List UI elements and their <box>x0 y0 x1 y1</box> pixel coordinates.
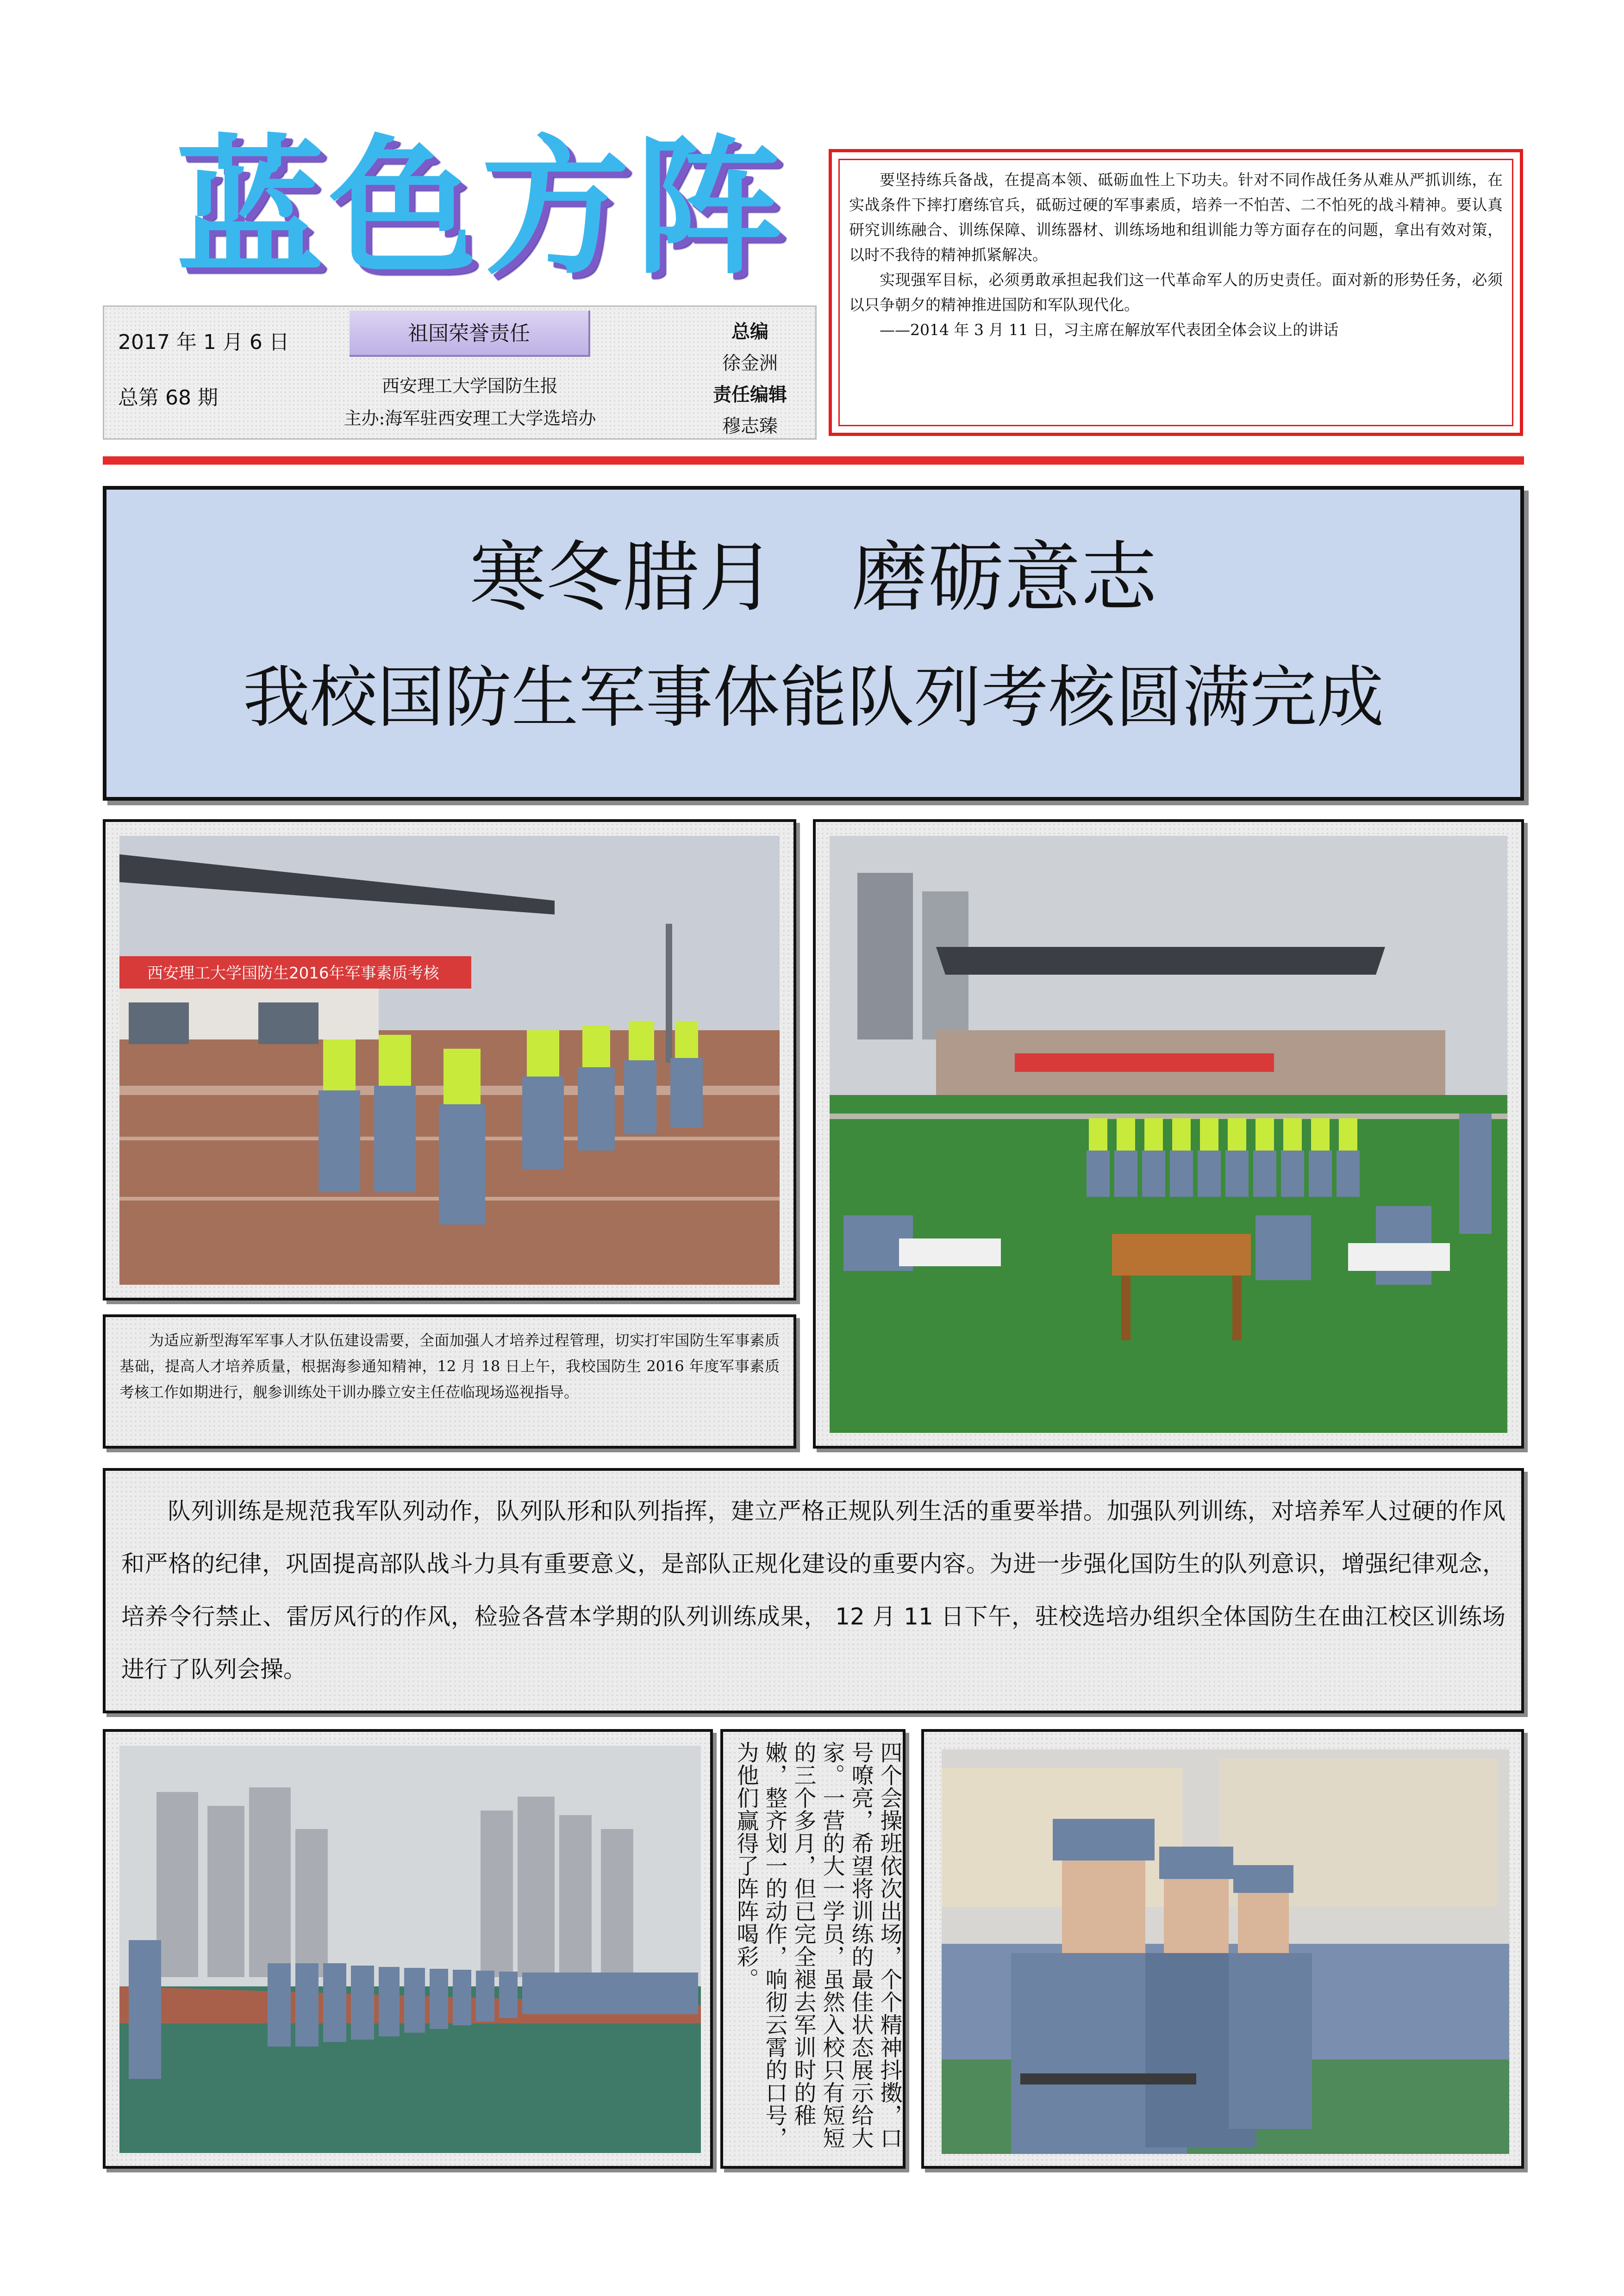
responsible-editor-label: 责任编辑 <box>713 384 787 405</box>
photo-frame-running <box>103 819 796 1300</box>
cadet-closeup-image <box>942 1749 1509 2154</box>
issue-info-box <box>103 305 817 440</box>
quote-signature: ——2014 年 3 月 11 日，习主席在解放军代表团全体会议上的讲话 <box>880 321 1339 339</box>
photo-marching-formation <box>119 1746 701 2153</box>
responsible-editor-name: 穆志臻 <box>722 416 778 437</box>
stadium-banner-text: 西安理工大学国防生2016年军事素质考核 <box>147 964 439 983</box>
chief-editor-label: 总编 <box>731 321 768 342</box>
masthead-title: 蓝色方阵 <box>176 122 787 294</box>
photo-caption-text: 为适应新型海军军事人才队伍建设需要，全面加强人才培养过程管理，切实打牢国防生军事素质基础，提高人才培养质量，根据海参通知精神，12 月 18 日上午，我校国防生 2016 年度军事素质考核工作如期进行，舰参训练处干训办滕立安主任莅临现场巡视指导。 <box>119 1332 780 1401</box>
photo-frame-closeup <box>921 1729 1524 2169</box>
running-cadets-image <box>119 836 780 1285</box>
issue-date: 2017 年 1 月 6 日 <box>118 330 289 354</box>
photo-caption <box>103 1314 796 1449</box>
photo-cadet-closeup <box>942 1749 1509 2154</box>
editor-list <box>683 316 817 442</box>
photo-running-cadets <box>119 836 780 1285</box>
host-name: 主办:海军驻西安理工大学选培办 <box>344 408 596 429</box>
motto-tag: 祖国荣誉责任 <box>350 311 590 357</box>
headline-main: 寒冬腊月 磨砺意志 <box>469 533 1157 622</box>
quote-paragraph-2: 实现强军目标，必须勇敢承担起我们这一代革命军人的历史责任。面对新的形势任务，必须以只争朝夕的精神推进国防和军队现代化。 <box>849 271 1503 314</box>
headline-sub: 我校国防生军事体能队列考核圆满完成 <box>243 659 1384 737</box>
quote-box <box>829 149 1523 436</box>
issue-number: 总第 68 期 <box>118 386 218 410</box>
article-body <box>103 1468 1524 1713</box>
chief-editor-name: 徐金洲 <box>722 353 778 374</box>
quote-text <box>838 159 1513 426</box>
marching-formation-image <box>119 1746 701 2153</box>
quote-paragraph-1: 要坚持练兵备战，在提高本领、砥砺血性上下功夫。针对不同作战任务从难从严抓训练，在实战条件下摔打磨练官兵，砥砺过硬的军事素质，培养一不怕苦、二不怕死的战斗精神。要认真研究训练融合、训练保障、训练器材、训练场地和组训能力等方面存在的问题，拿出有效对策，以时不我待的精神抓紧解决。 <box>849 171 1503 264</box>
photo-frame-marching <box>103 1729 713 2169</box>
assessment-field-image <box>830 836 1507 1433</box>
article-body-text: 队列训练是规范我军队列动作，队列队形和队列指挥，建立严格正规队列生活的重要举措。加强队列训练，对培养军人过硬的作风和严格的纪律，巩固提高部队战斗力具有重要意义，是部队正规化建设的重要内容。为进一步强化国防生的队列意识，增强纪律观念，培养令行禁止、雷厉风行的作风，检验各营本学期的队列训练成果， 12 月 11 日下午，驻校选培办组织全体国防生在曲江校区训练场进行了队列会操。 <box>121 1498 1505 1683</box>
vertical-text: 四个会操班依次出场，个个精神抖擞，口号嘹亮，希望将训练的最佳状态展示给大家。一营的大一学员，虽然入校只有短短的三个多月，但已完全褪去军训时的稚嫩，整齐划一的动作，响彻云霄的口号，为他们赢得了阵阵喝彩。 <box>733 1741 902 2149</box>
headline-box <box>103 486 1524 801</box>
publisher-name: 西安理工大学国防生报 <box>381 376 558 396</box>
photo-assessment-field <box>830 836 1507 1433</box>
photo-frame-assessment <box>813 819 1524 1449</box>
masthead-divider <box>103 456 1524 465</box>
vertical-text-box <box>720 1729 906 2169</box>
